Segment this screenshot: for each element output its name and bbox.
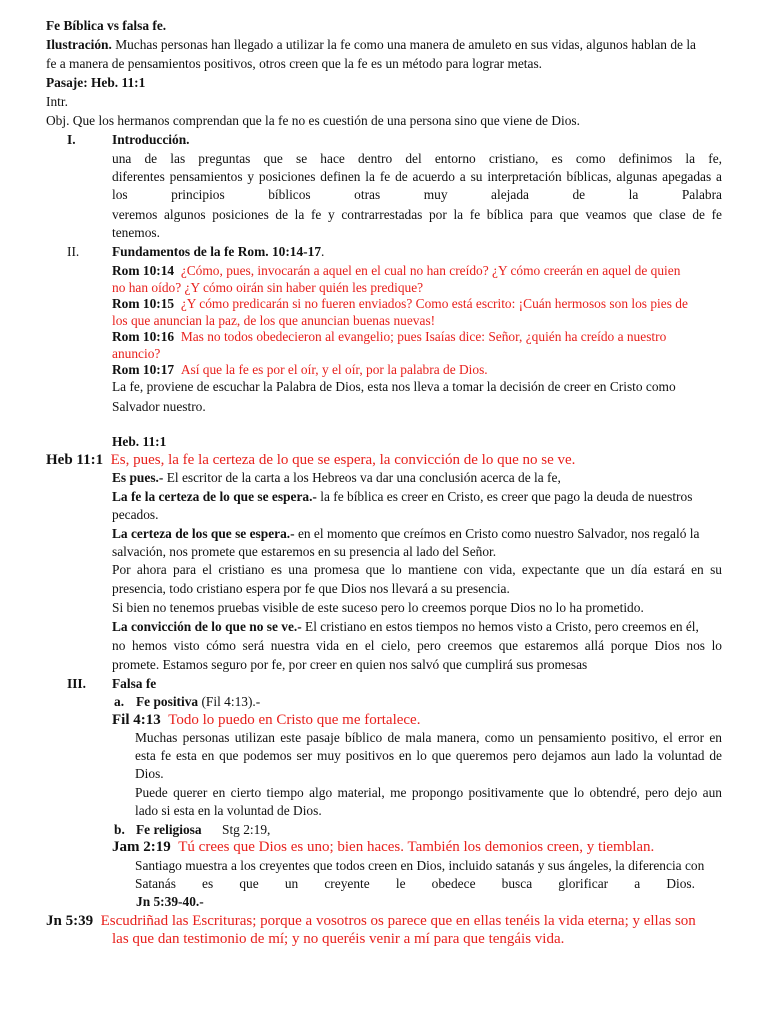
por-ahora-line: presencia, todo cristiano espera por fe que Dios nos llevará a su presencia.: [112, 581, 510, 596]
positiva-text-line: Puede querer en cierto tiempo algo material, me propongo positivamente que lo obtendré, pero dejo aun: [135, 785, 722, 800]
fundamentos-text-line: La fe, proviene de escuchar la Palabra de Dios, esta nos lleva a tomar la decisión de creer en Cristo como: [112, 379, 676, 394]
verse-reference: Rom 10:17: [112, 362, 175, 377]
santiago-text-line: Santiago muestra a los creyentes que todos creen en Dios, incluido satanás y sus ángeles, la diferencia con: [135, 858, 705, 873]
intro-line: diferentes pensamientos y posiciones definen la fe de acuerdo a su interpretación bíblicas, algunas apegadas a: [112, 169, 722, 184]
verse-text: Mas no todos obedecieron al evangelio; pues Isaías dice: Señor, ¿quién ha creído a nuestro: [180, 329, 667, 344]
pasaje-line: [46, 74, 145, 92]
item-b-label: b.: [114, 822, 125, 837]
verse-text: ¿Cómo, pues, invocarán a aquel en el cual no han creído? ¿Y cómo creerán en aquel de quien: [180, 263, 681, 278]
verse-text-line: anuncio?: [112, 346, 161, 361]
certeza-2-line: [112, 525, 699, 543]
si-bien-line: Si bien no tenemos pruebas visible de este suceso pero lo creemos porque Dios no lo ha prometido.: [112, 600, 644, 615]
verse-reference: Jam 2:19: [112, 839, 171, 855]
pasaje-value: : Heb. 11:1: [83, 75, 146, 90]
section-2-title-dot: .: [321, 244, 325, 259]
item-b-reference: Stg 2:19,: [222, 822, 271, 837]
certeza-text: la fe bíblica es creer en Cristo, es creer que pago la deuda de nuestros: [316, 489, 693, 504]
positiva-text-line: lado si esta en la voluntad de Dios.: [135, 803, 322, 818]
ilustracion-label: Ilustración.: [46, 37, 112, 52]
certeza-2-text-line: salvación, nos promete que estaremos en su presencia al lado del Señor.: [112, 544, 497, 559]
pasaje-label: Pasaje: [46, 75, 84, 90]
conviccion-text: El cristiano en estos tiempos no hemos visto a Cristo, pero creemos en él,: [301, 619, 699, 634]
section-1-title: Introducción.: [112, 132, 190, 147]
ilustracion-text: Muchas personas han llegado a utilizar la fe como una manera de amuleto en sus vidas, algunos hablan de la: [111, 37, 697, 52]
por-ahora-line: Por ahora para el cristiano es una promesa que lo mantiene con vida, expectante que un día estará en su: [112, 562, 722, 577]
positiva-text-line: Dios.: [135, 766, 164, 781]
verse-text: Tú crees que Dios es uno; bien haces. También los demonios creen, y tiemblan.: [178, 839, 655, 855]
verse-reference: Fil 4:13: [112, 712, 161, 728]
section-1-number: I.: [67, 132, 76, 147]
verse-reference: Rom 10:16: [112, 329, 175, 344]
certeza-2-label: La certeza de los que se espera.-: [112, 526, 295, 541]
certeza-text-line: pecados.: [112, 507, 159, 522]
section-3-number: III.: [67, 676, 86, 691]
heb-subheading: Heb. 11:1: [112, 434, 167, 449]
conviccion-text-line: promete. Estamos seguro por fe, por creer en quien nos salvó que cumplirá sus promesas: [112, 657, 588, 672]
intro-line: tenemos.: [112, 225, 160, 240]
ilustracion-text-line: fe a manera de pensamientos positivos, otros creen que la fe es un método para lograr metas.: [46, 56, 543, 71]
conviccion-line: [112, 618, 699, 636]
item-b-title: Fe religiosa: [136, 822, 202, 837]
es-pues-line: [112, 469, 561, 487]
verse-text: Así que la fe es por el oír, y el oír, por la palabra de Dios.: [180, 362, 488, 377]
ilustracion-paragraph-line: [46, 36, 696, 54]
certeza-label: La fe la certeza de lo que se espera.-: [112, 489, 317, 504]
verse-text: Todo lo puedo en Cristo que me fortalece.: [168, 712, 421, 728]
verse-text-line: no han oído? ¿Y cómo oirán sin haber quién les predique?: [112, 280, 424, 295]
verse-text: Es, pues, la fe la certeza de lo que se espera, la convicción de lo que no se ve.: [110, 452, 576, 468]
positiva-text-line: esta fe esta en que podemos ser muy positivos en lo que queremos pero dejamos aun lado la voluntad de: [135, 748, 722, 763]
objetivo-line: Obj. Que los hermanos comprendan que la fe no es cuestión de una persona sino que viene de Dios.: [46, 113, 580, 128]
certeza-2-text: en el momento que creímos en Cristo como nuestro Salvador, nos regaló la: [294, 526, 700, 541]
verse-rom-10-16: [112, 328, 666, 346]
item-a-line: [136, 693, 260, 711]
verse-reference: Rom 10:15: [112, 296, 175, 311]
verse-jn-5-39: [46, 912, 696, 930]
verse-jam-2-19: [112, 838, 654, 856]
section-2-title-line: [112, 243, 324, 261]
verse-text: Escudriñad las Escrituras; porque a vosotros os parece que en ellas tenéis la vida eterna; y ellas son: [100, 913, 696, 929]
verse-text: ¿Y cómo predicarán si no fueren enviados? Como está escrito: ¡Cuán hermosos son los pies de: [180, 296, 688, 311]
intr-line: Intr.: [46, 94, 68, 109]
certeza-line: [112, 488, 692, 506]
verse-text-line: los que anuncian la paz, de los que anuncian buenas nuevas!: [112, 313, 436, 328]
intro-line: una de las preguntas que se hace dentro del entorno cristiano, es como definimos la fe,: [112, 151, 722, 166]
es-pues-label: Es pues.-: [112, 470, 164, 485]
intro-line: veremos algunos posiciones de la fe y contrarrestadas por la fe bíblica para que veamos que clase de fe: [112, 207, 722, 222]
conviccion-label: La convicción de lo que no se ve.-: [112, 619, 302, 634]
section-2-title: Fundamentos de la fe Rom. 10:14-17: [112, 244, 322, 259]
section-3-title: Falsa fe: [112, 676, 157, 691]
verse-rom-10-15: [112, 295, 688, 313]
verse-reference: Heb 11:1: [46, 452, 104, 468]
verse-reference: Rom 10:14: [112, 263, 175, 278]
positiva-text-line: Muchas personas utilizan este pasaje bíblico de mala manera, como un pensamiento positivo, el error en: [135, 730, 722, 745]
verse-reference: Jn 5:39: [46, 913, 94, 929]
conviccion-text-line: no hemos visto cómo será nuestra vida en el cielo, pero creemos que estaremos allá porque Dios nos lo: [112, 638, 722, 653]
item-a-reference: (Fil 4:13).-: [198, 694, 261, 709]
item-a-label: a.: [114, 694, 125, 709]
verse-fil-4-13: [112, 711, 420, 729]
verse-rom-10-17: [112, 361, 488, 379]
fundamentos-text-line: Salvador nuestro.: [112, 399, 206, 414]
verse-rom-10-14: [112, 262, 680, 280]
section-2-number: II.: [67, 244, 80, 259]
verse-text-line: las que dan testimonio de mí; y no queréis venir a mí para que tengáis vida.: [112, 931, 565, 947]
jn-subheading: Jn 5:39-40.-: [136, 894, 204, 909]
intro-line: los principios bíblicos otras muy alejada de la Palabra: [112, 187, 722, 202]
verse-heb-11-1: [46, 451, 575, 469]
santiago-text-line: Satanás es que un creyente le obedece busca glorificar a Dios.: [135, 876, 695, 891]
item-a-title: Fe positiva: [136, 694, 199, 709]
es-pues-text: El escritor de la carta a los Hebreos va dar una conclusión acerca de la fe,: [163, 470, 561, 485]
document-title: Fe Bíblica vs falsa fe.: [46, 18, 167, 33]
